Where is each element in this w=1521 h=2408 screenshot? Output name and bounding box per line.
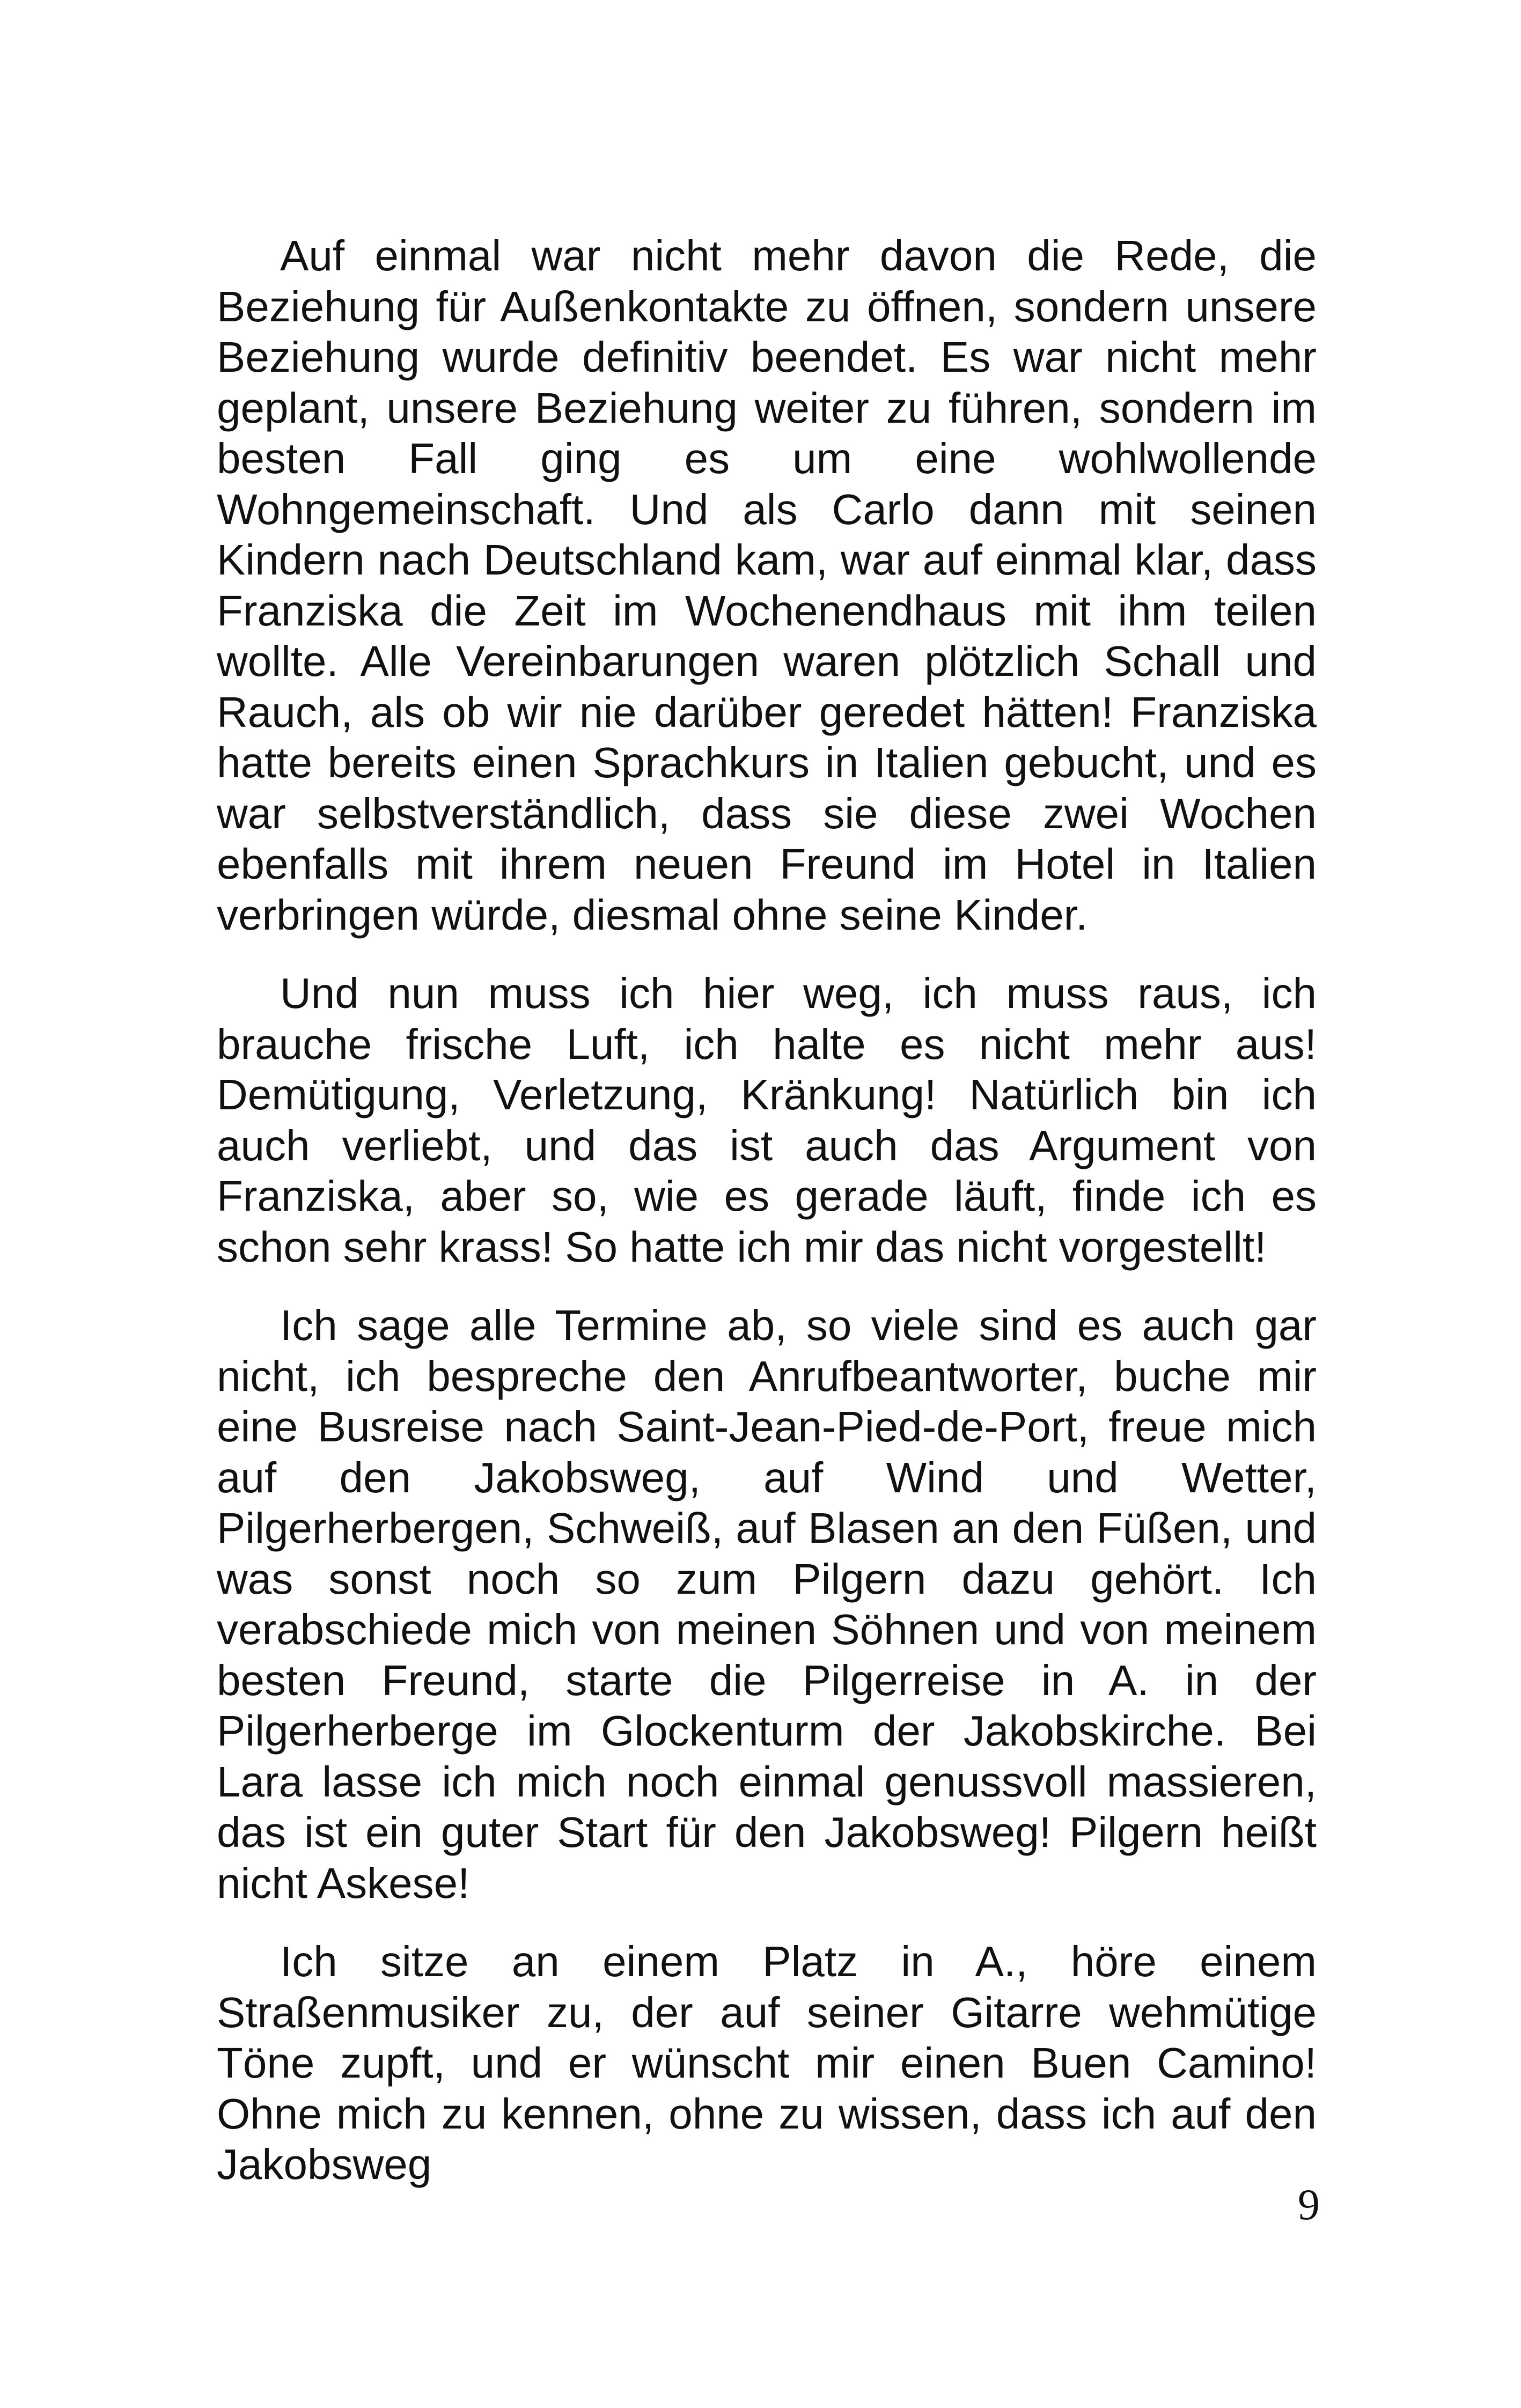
paragraph: Ich sage alle Termine ab, so viele sind es auch gar nicht, ich bespreche den Anrufbeantworter, buche mir eine Busreise nach Saint-Jean-Pied-de-Port, freue mich auf den Jakobsweg, auf Wind und Wetter, Pilgerherbergen, Schweiß, auf Blasen an den Füßen, und was sonst noch so zum Pilgern dazu gehört. Ich verabschiede mich von meinen Söhnen und von meinem besten Freund, starte die Pilgerreise in A. in der Pilgerherberge im Glockenturm der Jakobskirche. Bei Lara lasse ich mich noch einmal genussvoll massieren, das ist ein guter Start für den Jakobsweg! Pilgern heißt nicht Askese!: [217, 1301, 1317, 1907]
paragraph: Auf einmal war nicht mehr davon die Rede, die Beziehung für Außenkontakte zu öffnen, sondern unsere Beziehung wurde definitiv beendet. Es war nicht mehr geplant, unsere Beziehung weiter zu führen, sondern im besten Fall ging es um eine wohlwollende Wohngemeinschaft. Und als Carlo dann mit seinen Kindern nach Deutschland kam, war auf einmal klar, dass Franziska die Zeit im Wochenendhaus mit ihm teilen wollte. Alle Vereinbarungen waren plötzlich Schall und Rauch, als ob wir nie darüber geredet hätten! Franziska hatte bereits einen Sprachkurs in Italien gebucht, und es war selbstverständlich, dass sie diese zwei Wochen ebenfalls mit ihrem neuen Freund im Hotel in Italien verbringen würde, diesmal ohne seine Kinder.: [217, 232, 1317, 939]
paragraph: Ich sitze an einem Platz in A., höre einem Straßenmusiker zu, der auf seiner Gitarre wehmütige Töne zupft, und er wünscht mir einen Buen Camino! Ohne mich zu kennen, ohne zu wissen, dass ich auf den Jakobsweg: [217, 1938, 1317, 2188]
paragraph: Und nun muss ich hier weg, ich muss raus, ich brauche frische Luft, ich halte es nicht mehr aus! Demütigung, Verletzung, Kränkung! Natürlich bin ich auch verliebt, und das ist auch das Argument von Franziska, aber so, wie es gerade läuft, finde ich es schon sehr krass! So hatte ich mir das nicht vorgestellt!: [217, 969, 1317, 1271]
body-text: [217, 231, 1317, 2190]
page-number: 9: [1298, 2180, 1320, 2229]
